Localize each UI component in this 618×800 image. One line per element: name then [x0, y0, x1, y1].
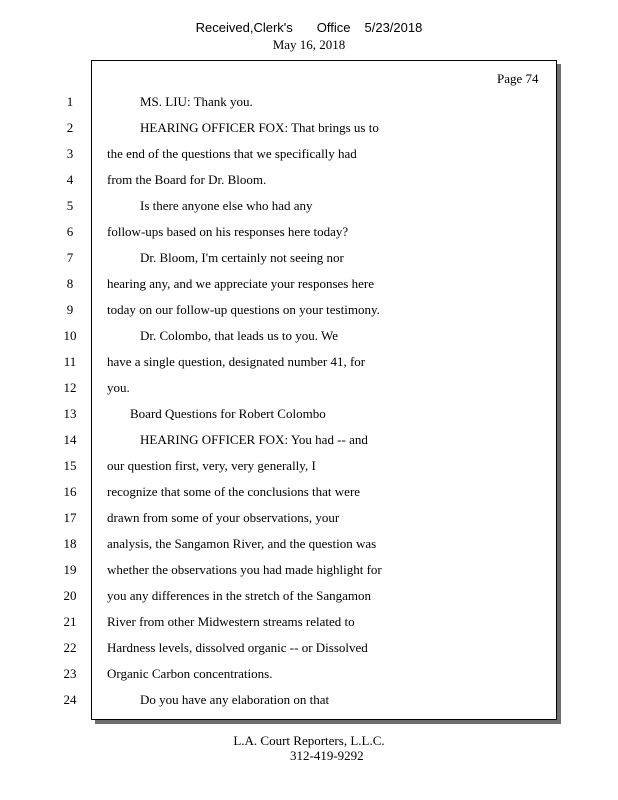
transcript-line: River from other Midwestern streams related to	[107, 614, 355, 629]
line-number: 23	[63, 666, 77, 681]
transcript-line: recognize that some of the conclusions that were	[107, 484, 361, 499]
reporter-phone: 312-419-9292	[290, 748, 364, 763]
transcript-line: analysis, the Sangamon River, and the question was	[107, 536, 377, 551]
received-stamp	[0, 20, 618, 35]
line-number: 12	[63, 380, 77, 395]
line-number: 19	[63, 562, 77, 577]
transcript-line: today on our follow-up questions on your testimony.	[107, 302, 380, 317]
line-number: 8	[66, 276, 74, 291]
transcript-line: HEARING OFFICER FOX: You had -- and	[140, 432, 368, 447]
transcript-line: whether the observations you had made highlight for	[107, 562, 382, 577]
line-number: 9	[66, 302, 74, 317]
line-number: 4	[66, 172, 74, 187]
line-number: 2	[66, 120, 74, 135]
stamp-received-text: Received,Clerk's	[195, 20, 293, 35]
transcript-line: MS. LIU: Thank you.	[140, 94, 253, 109]
line-number: 5	[66, 198, 74, 213]
line-number: 3	[66, 146, 74, 161]
transcript-line: Do you have any elaboration on that	[140, 692, 330, 707]
transcript-line: you any differences in the stretch of the Sangamon	[107, 588, 372, 603]
transcript-line: from the Board for Dr. Bloom.	[107, 172, 267, 187]
line-number: 22	[63, 640, 77, 655]
transcript-line: HEARING OFFICER FOX: That brings us to	[140, 120, 379, 135]
stamp-office-text: Office	[316, 20, 351, 35]
line-number: 15	[63, 458, 77, 473]
transcript-line: follow-ups based on his responses here today?	[107, 224, 349, 239]
line-number: 1	[66, 94, 74, 109]
transcript-line: hearing any, and we appreciate your responses here	[107, 276, 374, 291]
transcript-line: our question first, very, very generally, I	[107, 458, 316, 473]
line-number: 7	[66, 250, 74, 265]
line-number: 18	[63, 536, 77, 551]
transcript-line: Hardness levels, dissolved organic -- or Dissolved	[107, 640, 368, 655]
line-number: 21	[63, 614, 77, 629]
transcript-line: you.	[107, 380, 130, 395]
line-number: 13	[63, 406, 77, 421]
line-number: 14	[63, 432, 77, 447]
hearing-date: May 16, 2018	[272, 37, 346, 52]
transcript-line: have a single question, designated number 41, for	[107, 354, 366, 369]
transcript-line: Dr. Bloom, I'm certainly not seeing nor	[140, 250, 344, 265]
line-number: 10	[63, 328, 77, 343]
line-number: 16	[63, 484, 77, 499]
line-number: 20	[63, 588, 77, 603]
line-number: 11	[63, 354, 77, 369]
transcript-line: Organic Carbon concentrations.	[107, 666, 273, 681]
line-number: 24	[63, 692, 77, 707]
transcript-line: Dr. Colombo, that leads us to you. We	[140, 328, 339, 343]
section-heading: Board Questions for Robert Colombo	[130, 406, 326, 421]
page-number: Page 74	[497, 71, 539, 86]
reporter-name: L.A. Court Reporters, L.L.C.	[233, 733, 385, 748]
transcript-line: the end of the questions that we specifically had	[107, 146, 357, 161]
line-number: 6	[66, 224, 74, 239]
transcript-line: Is there anyone else who had any	[140, 198, 313, 213]
transcript-line: drawn from some of your observations, your	[107, 510, 340, 525]
line-number: 17	[63, 510, 77, 525]
stamp-date-text: 5/23/2018	[364, 20, 423, 35]
